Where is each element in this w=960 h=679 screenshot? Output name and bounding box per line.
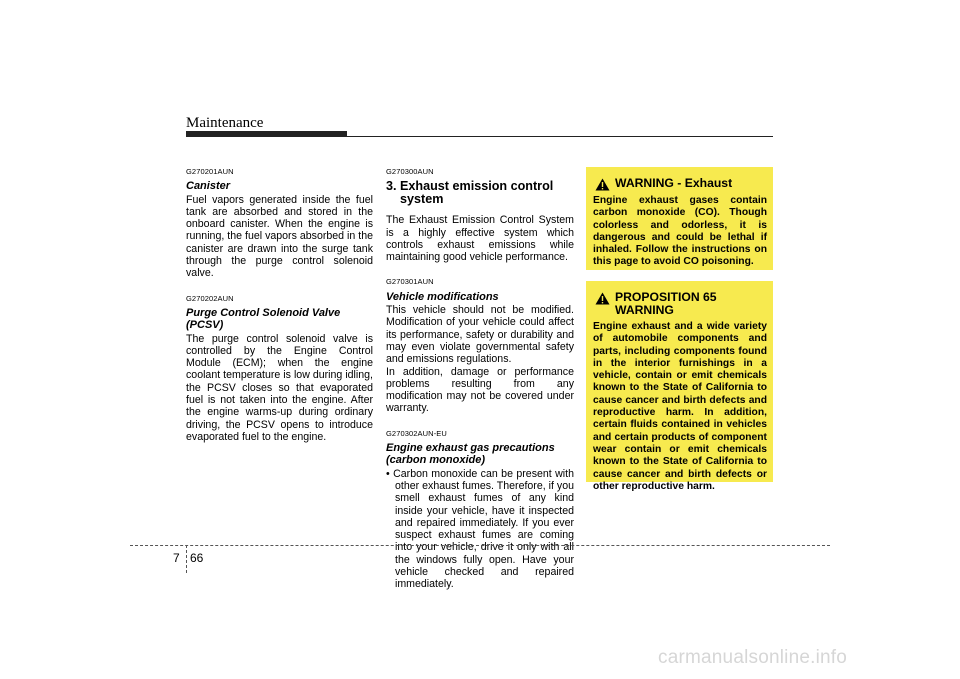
warning-prop65-title: PROPOSITION 65 WARNING: [615, 290, 717, 317]
section-code: G270301AUN: [386, 277, 434, 287]
pcsv-heading: Purge Control Solenoid Valve (PCSV): [186, 306, 341, 332]
middle-column: [386, 166, 574, 591]
warning-header: [593, 291, 767, 317]
pcsv-text: The purge control solenoid valve is controlled by the Engine Control Module (ECM); when the engine coolant temperature is low during idling, the PCSV closes so that evaporated fuel is not taken into the engine. After the engine warms-up during ordinary driving, the PCSV opens to introduce evaporated fuel to the engine.: [186, 332, 373, 443]
warning-exhaust-box: [586, 167, 773, 270]
warning-exhaust-title: WARNING - Exhaust: [615, 176, 733, 190]
section-code: G270300AUN: [386, 167, 434, 176]
warning-triangle-icon: [595, 292, 610, 305]
precautions-bullet: • Carbon monoxide can be present with other exhaust fumes. Therefore, if you smell exhaust fumes of any kind inside your vehicle, have it inspected and repaired immediately. If you ever suspect exhaust fumes are coming into your vehicle, drive it only with all the windows fully open. Have your vehicle checked and repaired immediately.: [386, 467, 574, 591]
header-rule: [186, 136, 773, 137]
canister-heading: Canister: [186, 180, 231, 193]
warning-header: [593, 177, 767, 191]
section-code: G270202AUN: [186, 293, 234, 303]
chapter-number: 7: [173, 551, 180, 565]
warning-exhaust-text: Engine exhaust gases contain carbon monoxide (CO). Though colorless and odorless, it is dangerous and could be lethal if inhaled. Follow the instructions on this page to avoid CO poisoning.: [593, 195, 767, 268]
modifications-heading: Vehicle modifications: [386, 290, 499, 303]
exhaust-system-heading: 3. Exhaust emission control system: [386, 179, 554, 207]
section-code: G270201AUN: [186, 167, 234, 176]
warning-prop65-text: Engine exhaust and a wide variety of automobile components and parts, including components found in the interior furnishings in a vehicle, contain or emit chemicals known to the State of California to cause cancer and birth defects and reproductive harm. In addition, certain fluids contained in vehicles and certain products of component wear contain or emit chemicals known to the State of California to cause cancer and birth defects or other reproductive harm.: [593, 321, 767, 492]
footer-divider: [186, 545, 187, 573]
watermark: carmanualsonline.info: [658, 647, 848, 668]
section-code: G270302AUN-EU: [386, 428, 447, 438]
left-column: [186, 166, 373, 443]
canister-text: Fuel vapors generated inside the fuel tank are absorbed and stored in the onboard canister. When the engine is running, the fuel vapors absorbed in the canister are drawn into the surge tank through the purge control solenoid valve.: [186, 193, 373, 280]
footer-rule: [130, 545, 830, 546]
page-number: 66: [190, 551, 204, 565]
exhaust-system-text: The Exhaust Emission Control System is a highly effective system which controls exhaust emissions while maintaining good vehicle performance.: [386, 214, 574, 264]
modifications-text: This vehicle should not be modified. Modification of your vehicle could affect its performance, safety or durability and may even violate governmental safety and emissions regulations.: [386, 304, 574, 366]
warning-triangle-icon: [595, 178, 610, 191]
warning-prop65-box: [586, 281, 773, 492]
page-section-title: Maintenance: [186, 115, 264, 131]
precautions-heading: Engine exhaust gas precautions (carbon monoxide): [386, 442, 555, 467]
modifications-text-2: In addition, damage or performance problems resulting from any modification may not be covered under warranty.: [386, 365, 574, 415]
